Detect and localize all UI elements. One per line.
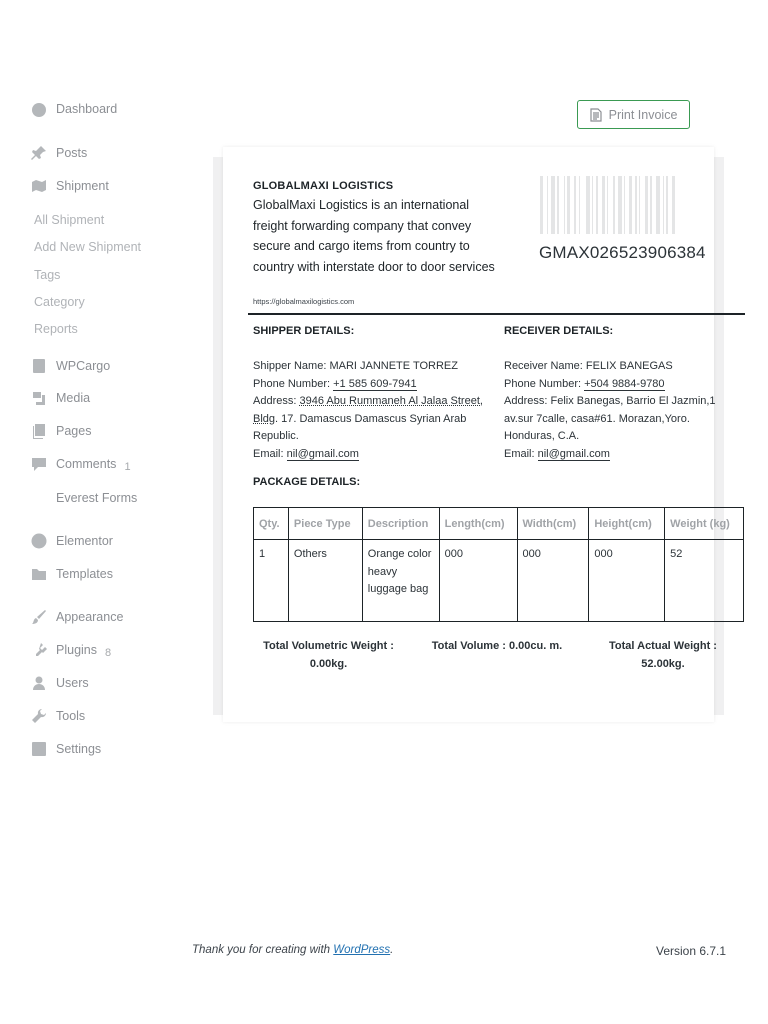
comments-count-badge: 1 <box>124 461 131 473</box>
table-cell: 000 <box>517 540 589 622</box>
company-description: GlobalMaxi Logistics is an international freight forwarding company that convey secure and cargo items from country to country with interstate door to door services <box>253 198 495 274</box>
receiver-name: FELIX BANEGAS <box>585 360 673 372</box>
sidebar-item-label: Elementor <box>56 534 113 548</box>
total-volume <box>424 638 570 656</box>
table-cell: Others <box>288 540 362 622</box>
header-divider <box>248 313 745 315</box>
submenu-reports[interactable]: Reports <box>34 322 78 336</box>
footer-version: Version 6.7.1 <box>656 944 727 958</box>
sidebar-item-users[interactable] <box>30 671 89 695</box>
sidebar-item-pages[interactable] <box>30 419 91 443</box>
comment-icon <box>30 455 48 473</box>
receiver-address-label: Address: <box>504 395 548 407</box>
sidebar-item-label: Dashboard <box>56 102 118 116</box>
receiver-details <box>504 358 738 463</box>
sidebar-item-comments[interactable] <box>30 452 131 476</box>
sidebar-item-label: Comments <box>56 457 117 471</box>
submenu-add-new-shipment[interactable]: Add New Shipment <box>34 240 142 254</box>
shipper-email-link[interactable]: nil@gmail.com <box>286 447 359 460</box>
barcode <box>540 176 710 234</box>
total-volumetric-label: Total Volumetric Weight : <box>263 640 394 652</box>
table-row <box>254 540 744 622</box>
receiver-email-link[interactable]: nil@gmail.com <box>537 447 610 460</box>
receiver-phone-label: Phone Number: <box>504 377 582 390</box>
shipper-address-label: Address: <box>253 395 297 407</box>
submenu-category[interactable]: Category <box>34 295 85 309</box>
sidebar-item-label: WPCargo <box>56 359 111 373</box>
table-cell: 000 <box>589 540 665 622</box>
column-header: Description <box>362 508 439 540</box>
sidebar-item-label: Templates <box>56 567 113 581</box>
sidebar-item-plugins[interactable] <box>30 638 111 662</box>
total-volume-label: Total Volume : <box>431 640 506 652</box>
shipper-address-rest: . 17. Damascus Damascus Syrian Arab Republic. <box>253 412 467 442</box>
sidebar-item-label: Plugins <box>56 643 97 657</box>
wrench-icon <box>30 707 48 725</box>
sidebar-item-label: Pages <box>56 424 92 438</box>
sidebar-item-wpcargo[interactable] <box>30 354 110 378</box>
total-actual-label: Total Actual Weight : <box>609 640 717 652</box>
total-volumetric-weight <box>256 638 401 673</box>
company-url: https://globalmaxilogistics.com <box>253 297 355 306</box>
table-cell: Orange color heavy luggage bag <box>362 540 439 622</box>
column-header: Qty. <box>254 508 289 540</box>
receiver-address: Felix Banegas, Barrio El Jazmin,1 av.sur 7calle, casa#61. Morazan,Yoro. Honduras, C.A. <box>504 395 716 442</box>
user-icon <box>30 674 48 692</box>
total-actual-weight <box>600 638 726 673</box>
pages-icon <box>30 422 48 440</box>
column-header: Weight (kg) <box>665 508 744 540</box>
print-invoice-button[interactable] <box>577 100 690 129</box>
shipper-address-link[interactable]: 3946 Abu Rummaneh Al Jalaa Street, Bldg <box>253 395 483 425</box>
footer-thanks-text: Thank you for creating with <box>192 944 331 956</box>
submenu-tags[interactable]: Tags <box>34 268 61 282</box>
tracking-number: GMAX026523906384 <box>539 243 706 262</box>
shipper-details <box>253 358 493 463</box>
print-invoice-label: Print Invoice <box>608 107 678 122</box>
shipper-phone-link[interactable]: +1 585 609-7941 <box>333 377 417 390</box>
sidebar-item-label: Media <box>56 391 91 405</box>
sidebar-item-tools[interactable] <box>30 704 85 728</box>
sidebar-item-label: Settings <box>56 742 102 756</box>
column-header: Height(cm) <box>589 508 665 540</box>
plug-icon <box>30 641 48 659</box>
map-icon <box>30 177 48 195</box>
column-header: Piece Type <box>288 508 362 540</box>
shipper-phone-label: Phone Number: <box>253 377 331 390</box>
settings-sliders-icon <box>30 740 48 758</box>
sidebar-item-everest-forms[interactable]: Everest Forms <box>56 491 138 505</box>
table-header-row <box>254 508 744 540</box>
sidebar-item-label: Appearance <box>56 610 124 624</box>
receiver-phone-link[interactable]: +504 9884-9780 <box>584 377 665 390</box>
column-header: Width(cm) <box>517 508 589 540</box>
elementor-icon <box>30 532 48 550</box>
footer-thanks <box>192 944 393 956</box>
package-details-title: PACKAGE DETAILS: <box>253 476 361 488</box>
shipper-name: MARI JANNETE TORREZ <box>329 360 458 372</box>
column-header: Length(cm) <box>439 508 517 540</box>
footer-period: . <box>390 944 394 956</box>
dashboard-icon <box>30 100 48 118</box>
package-table <box>253 507 744 622</box>
receiver-email-label: Email: <box>504 447 535 460</box>
media-icon <box>30 389 48 407</box>
sidebar-item-media[interactable] <box>30 386 90 410</box>
sidebar-item-settings[interactable] <box>30 737 101 761</box>
sidebar-item-label: Shipment <box>56 179 109 193</box>
pin-icon <box>30 144 48 162</box>
sidebar-item-elementor[interactable] <box>30 529 113 553</box>
table-cell: 52 <box>665 540 744 622</box>
receiver-name-label: Receiver Name: <box>504 360 583 372</box>
sidebar-item-posts[interactable] <box>30 141 87 165</box>
table-cell: 1 <box>254 540 289 622</box>
shipper-name-label: Shipper Name: <box>253 360 327 372</box>
folder-icon <box>30 565 48 583</box>
table-cell: 000 <box>439 540 517 622</box>
total-actual-value: 52.00kg. <box>641 657 685 670</box>
total-volume-value: 0.00cu. m. <box>509 640 563 652</box>
document-icon <box>590 108 602 122</box>
sidebar-item-label: Posts <box>56 146 88 160</box>
sidebar-item-label: Tools <box>56 709 86 723</box>
wordpress-link[interactable]: WordPress <box>333 944 391 956</box>
sidebar-item-label: Users <box>56 676 89 690</box>
shipper-email-label: Email: <box>253 447 284 460</box>
sidebar-item-appearance[interactable] <box>30 605 123 629</box>
plugins-count-badge: 8 <box>105 647 112 659</box>
shipper-details-title: SHIPPER DETAILS: <box>253 325 355 337</box>
total-volumetric-value: 0.00kg. <box>309 657 348 670</box>
sidebar-item-templates[interactable] <box>30 562 113 586</box>
submenu-all-shipment[interactable]: All Shipment <box>34 213 105 227</box>
book-icon <box>30 357 48 375</box>
sidebar-item-shipment[interactable] <box>30 174 109 198</box>
brush-icon <box>30 608 48 626</box>
receiver-details-title: RECEIVER DETAILS: <box>504 325 614 337</box>
company-name: GLOBALMAXI LOGISTICS <box>253 180 394 192</box>
sidebar-item-dashboard[interactable] <box>30 97 117 121</box>
